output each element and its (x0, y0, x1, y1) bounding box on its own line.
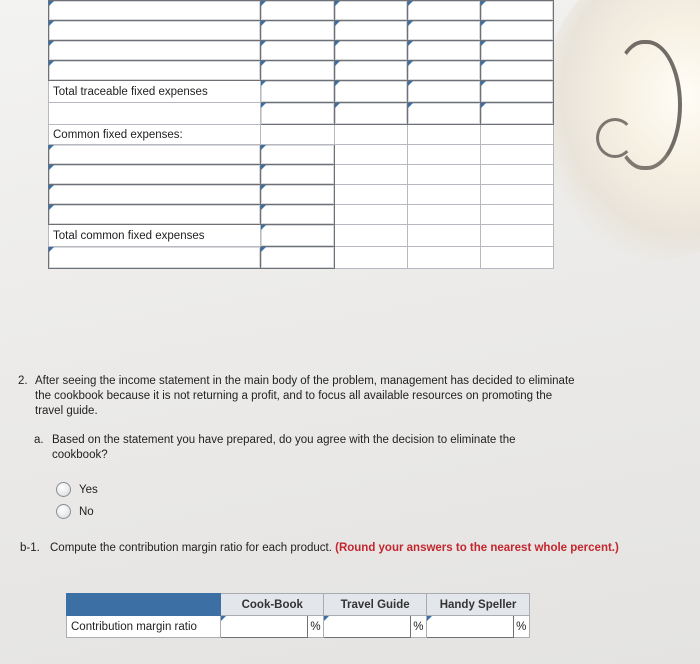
amount-input[interactable] (261, 247, 334, 269)
line-item-input[interactable] (49, 247, 261, 269)
travel-guide-cm-input[interactable] (324, 616, 410, 638)
table-cell (334, 225, 407, 247)
amount-input[interactable] (261, 145, 334, 165)
line-item-input[interactable] (49, 1, 261, 21)
table-cell (407, 185, 480, 205)
line-item-input[interactable] (49, 21, 261, 41)
table-row (49, 103, 554, 125)
table-row (49, 185, 554, 205)
amount-input[interactable] (407, 21, 480, 41)
table-cell (480, 247, 553, 269)
total-traceable-label: Total traceable fixed expenses (49, 81, 261, 103)
table-cell (407, 145, 480, 165)
table-cell (407, 205, 480, 225)
table-cell (334, 125, 407, 145)
question-number: b-1. (20, 542, 40, 554)
table-row (49, 81, 554, 103)
table-row (49, 205, 554, 225)
question-2 (18, 374, 578, 419)
cook-book-cm-input[interactable] (221, 616, 307, 638)
amount-input[interactable] (261, 41, 334, 61)
amount-input[interactable] (480, 41, 553, 61)
amount-input[interactable] (407, 81, 480, 103)
table-row (49, 41, 554, 61)
amount-input[interactable] (261, 61, 334, 81)
amount-input[interactable] (334, 61, 407, 81)
amount-input[interactable] (261, 103, 334, 125)
question-b1 (20, 541, 620, 556)
table-cell (334, 247, 407, 269)
question-2a (34, 433, 574, 463)
rounding-instruction: (Round your answers to the nearest whole percent.) (335, 542, 619, 554)
percent-sign: % (307, 616, 323, 638)
table-row (49, 21, 554, 41)
table-cell (480, 165, 553, 185)
table-row (67, 616, 530, 638)
table-cell (334, 205, 407, 225)
amount-input[interactable] (261, 205, 334, 225)
amount-input[interactable] (334, 41, 407, 61)
table-cell (480, 125, 553, 145)
question-number: 2. (18, 375, 28, 387)
table-cell (480, 185, 553, 205)
amount-input[interactable] (334, 103, 407, 125)
amount-input[interactable] (261, 225, 334, 247)
amount-input[interactable] (334, 81, 407, 103)
table-row (49, 225, 554, 247)
table-row (49, 165, 554, 185)
total-common-label: Total common fixed expenses (49, 225, 261, 247)
radio-label: Yes (79, 483, 98, 496)
table-cell (480, 205, 553, 225)
table-cell (480, 225, 553, 247)
amount-input[interactable] (261, 1, 334, 21)
contribution-margin-table (66, 593, 530, 638)
table-cell (407, 165, 480, 185)
table-cell (334, 185, 407, 205)
header-travel-guide: Travel Guide (324, 594, 427, 616)
common-fixed-label: Common fixed expenses: (49, 125, 261, 145)
percent-sign: % (410, 616, 426, 638)
amount-input[interactable] (261, 81, 334, 103)
amount-input[interactable] (480, 103, 553, 125)
table-cell (261, 125, 334, 145)
amount-input[interactable] (480, 1, 553, 21)
line-item-input[interactable] (49, 165, 261, 185)
table-cell (480, 145, 553, 165)
radio-label: No (79, 505, 94, 518)
amount-input[interactable] (261, 21, 334, 41)
amount-input[interactable] (480, 81, 553, 103)
header-handy-speller: Handy Speller (427, 594, 530, 616)
table-row (49, 1, 554, 21)
line-item-input[interactable] (49, 41, 261, 61)
amount-input[interactable] (407, 103, 480, 125)
line-item-input[interactable] (49, 205, 261, 225)
lamp-ornament-curl (596, 118, 634, 158)
table-spacer-cell (49, 103, 261, 125)
amount-input[interactable] (480, 61, 553, 81)
radio-button[interactable] (56, 482, 71, 497)
table-row (49, 61, 554, 81)
amount-input[interactable] (334, 1, 407, 21)
question-text: Based on the statement you have prepared, do you agree with the decision to eliminate the cookbook? (52, 434, 516, 461)
table-row (49, 125, 554, 145)
table-cell (407, 125, 480, 145)
amount-input[interactable] (407, 41, 480, 61)
amount-input[interactable] (334, 21, 407, 41)
header-blank-cell (67, 594, 221, 616)
question-text: After seeing the income statement in the main body of the problem, management has decided to eliminate the cookbook because it is not returning a profit, and to focus all available resources on promoting the travel guide. (35, 375, 575, 417)
amount-input[interactable] (261, 165, 334, 185)
table-row (49, 145, 554, 165)
handy-speller-cm-input[interactable] (427, 616, 513, 638)
line-item-input[interactable] (49, 145, 261, 165)
question-number: a. (34, 434, 44, 446)
amount-input[interactable] (261, 185, 334, 205)
table-cell (407, 247, 480, 269)
line-item-input[interactable] (49, 185, 261, 205)
question-text (50, 541, 620, 556)
question-body: Compute the contribution margin ratio for each product. (50, 542, 332, 554)
radio-option-yes[interactable] (56, 482, 98, 497)
cm-ratio-label: Contribution margin ratio (67, 616, 221, 638)
table-cell (407, 225, 480, 247)
table-row (49, 247, 554, 269)
segmented-income-table (48, 0, 554, 269)
header-cook-book: Cook-Book (221, 594, 324, 616)
table-cell (334, 165, 407, 185)
amount-input[interactable] (407, 61, 480, 81)
percent-sign: % (513, 616, 530, 638)
table-cell (334, 145, 407, 165)
amount-input[interactable] (407, 1, 480, 21)
table-header-row (67, 594, 530, 616)
line-item-input[interactable] (49, 61, 261, 81)
amount-input[interactable] (480, 21, 553, 41)
radio-button[interactable] (56, 504, 71, 519)
radio-option-no[interactable] (56, 504, 94, 519)
